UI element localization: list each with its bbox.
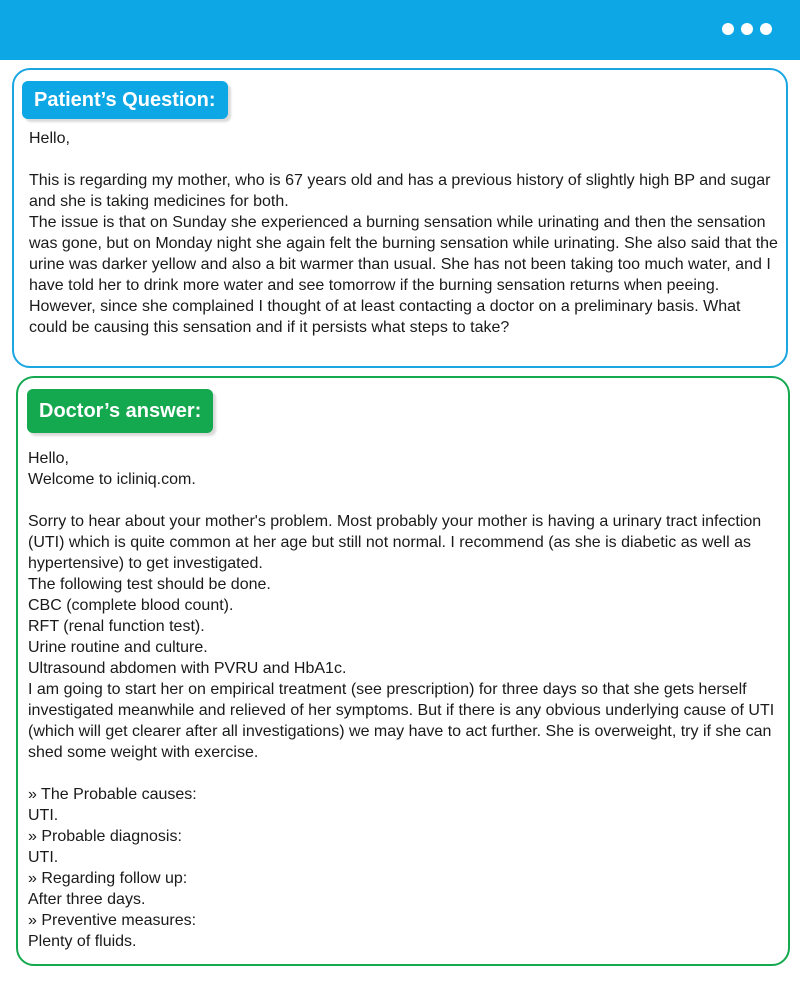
top-bar (0, 0, 800, 60)
dot-icon (722, 23, 734, 35)
patient-question-card (12, 68, 788, 368)
more-dots-icon[interactable] (722, 23, 772, 35)
doctor-answer-card (16, 376, 790, 966)
dot-icon (741, 23, 753, 35)
dot-icon (760, 23, 772, 35)
patient-question-label: Patient’s Question: (22, 81, 228, 119)
doctor-answer-text: Hello, Welcome to icliniq.com. Sorry to hear about your mother's problem. Most probably your mother is having a urinary tract infection (UTI) which is quite common at her age but still not normal. I recommend (as she is diabetic as well as hypertensive) to get investigated. The following test should be done. CBC (complete blood count). RFT (renal function test). Urine routine and culture. Ultrasound abdomen with PVRU and HbA1c. I am going to start her on empirical treatment (see prescription) for three days so that she gets herself investigated meanwhile and relieved of her symptoms. But if there is any obvious underlying cause of UTI (which will get clearer after all investigations) we may have to act further. She is overweight, try if she can shed some weight with exercise. » The Probable causes: UTI. » Probable diagnosis: UTI. » Regarding follow up: After three days. » Preventive measures: Plenty of fluids. (28, 450, 775, 950)
doctor-answer-label: Doctor’s answer: (27, 389, 213, 433)
patient-question-text: Hello, This is regarding my mother, who is 67 years old and has a previous history of slightly high BP and sugar and she is taking medicines for both. The issue is that on Sunday she experienced a burning sensation while urinating and then the sensation was gone, but on Monday night she again felt the burning sensation while urinating. She also said that the urine was darker yellow and also a bit warmer than usual. She has not been taking too much water, and I have told her to drink more water and see tomorrow if the burning sensation returns when peeing. However, since she complained I thought of at least contacting a doctor on a preliminary basis. What could be causing this sensation and if it persists what steps to take? (29, 130, 778, 336)
